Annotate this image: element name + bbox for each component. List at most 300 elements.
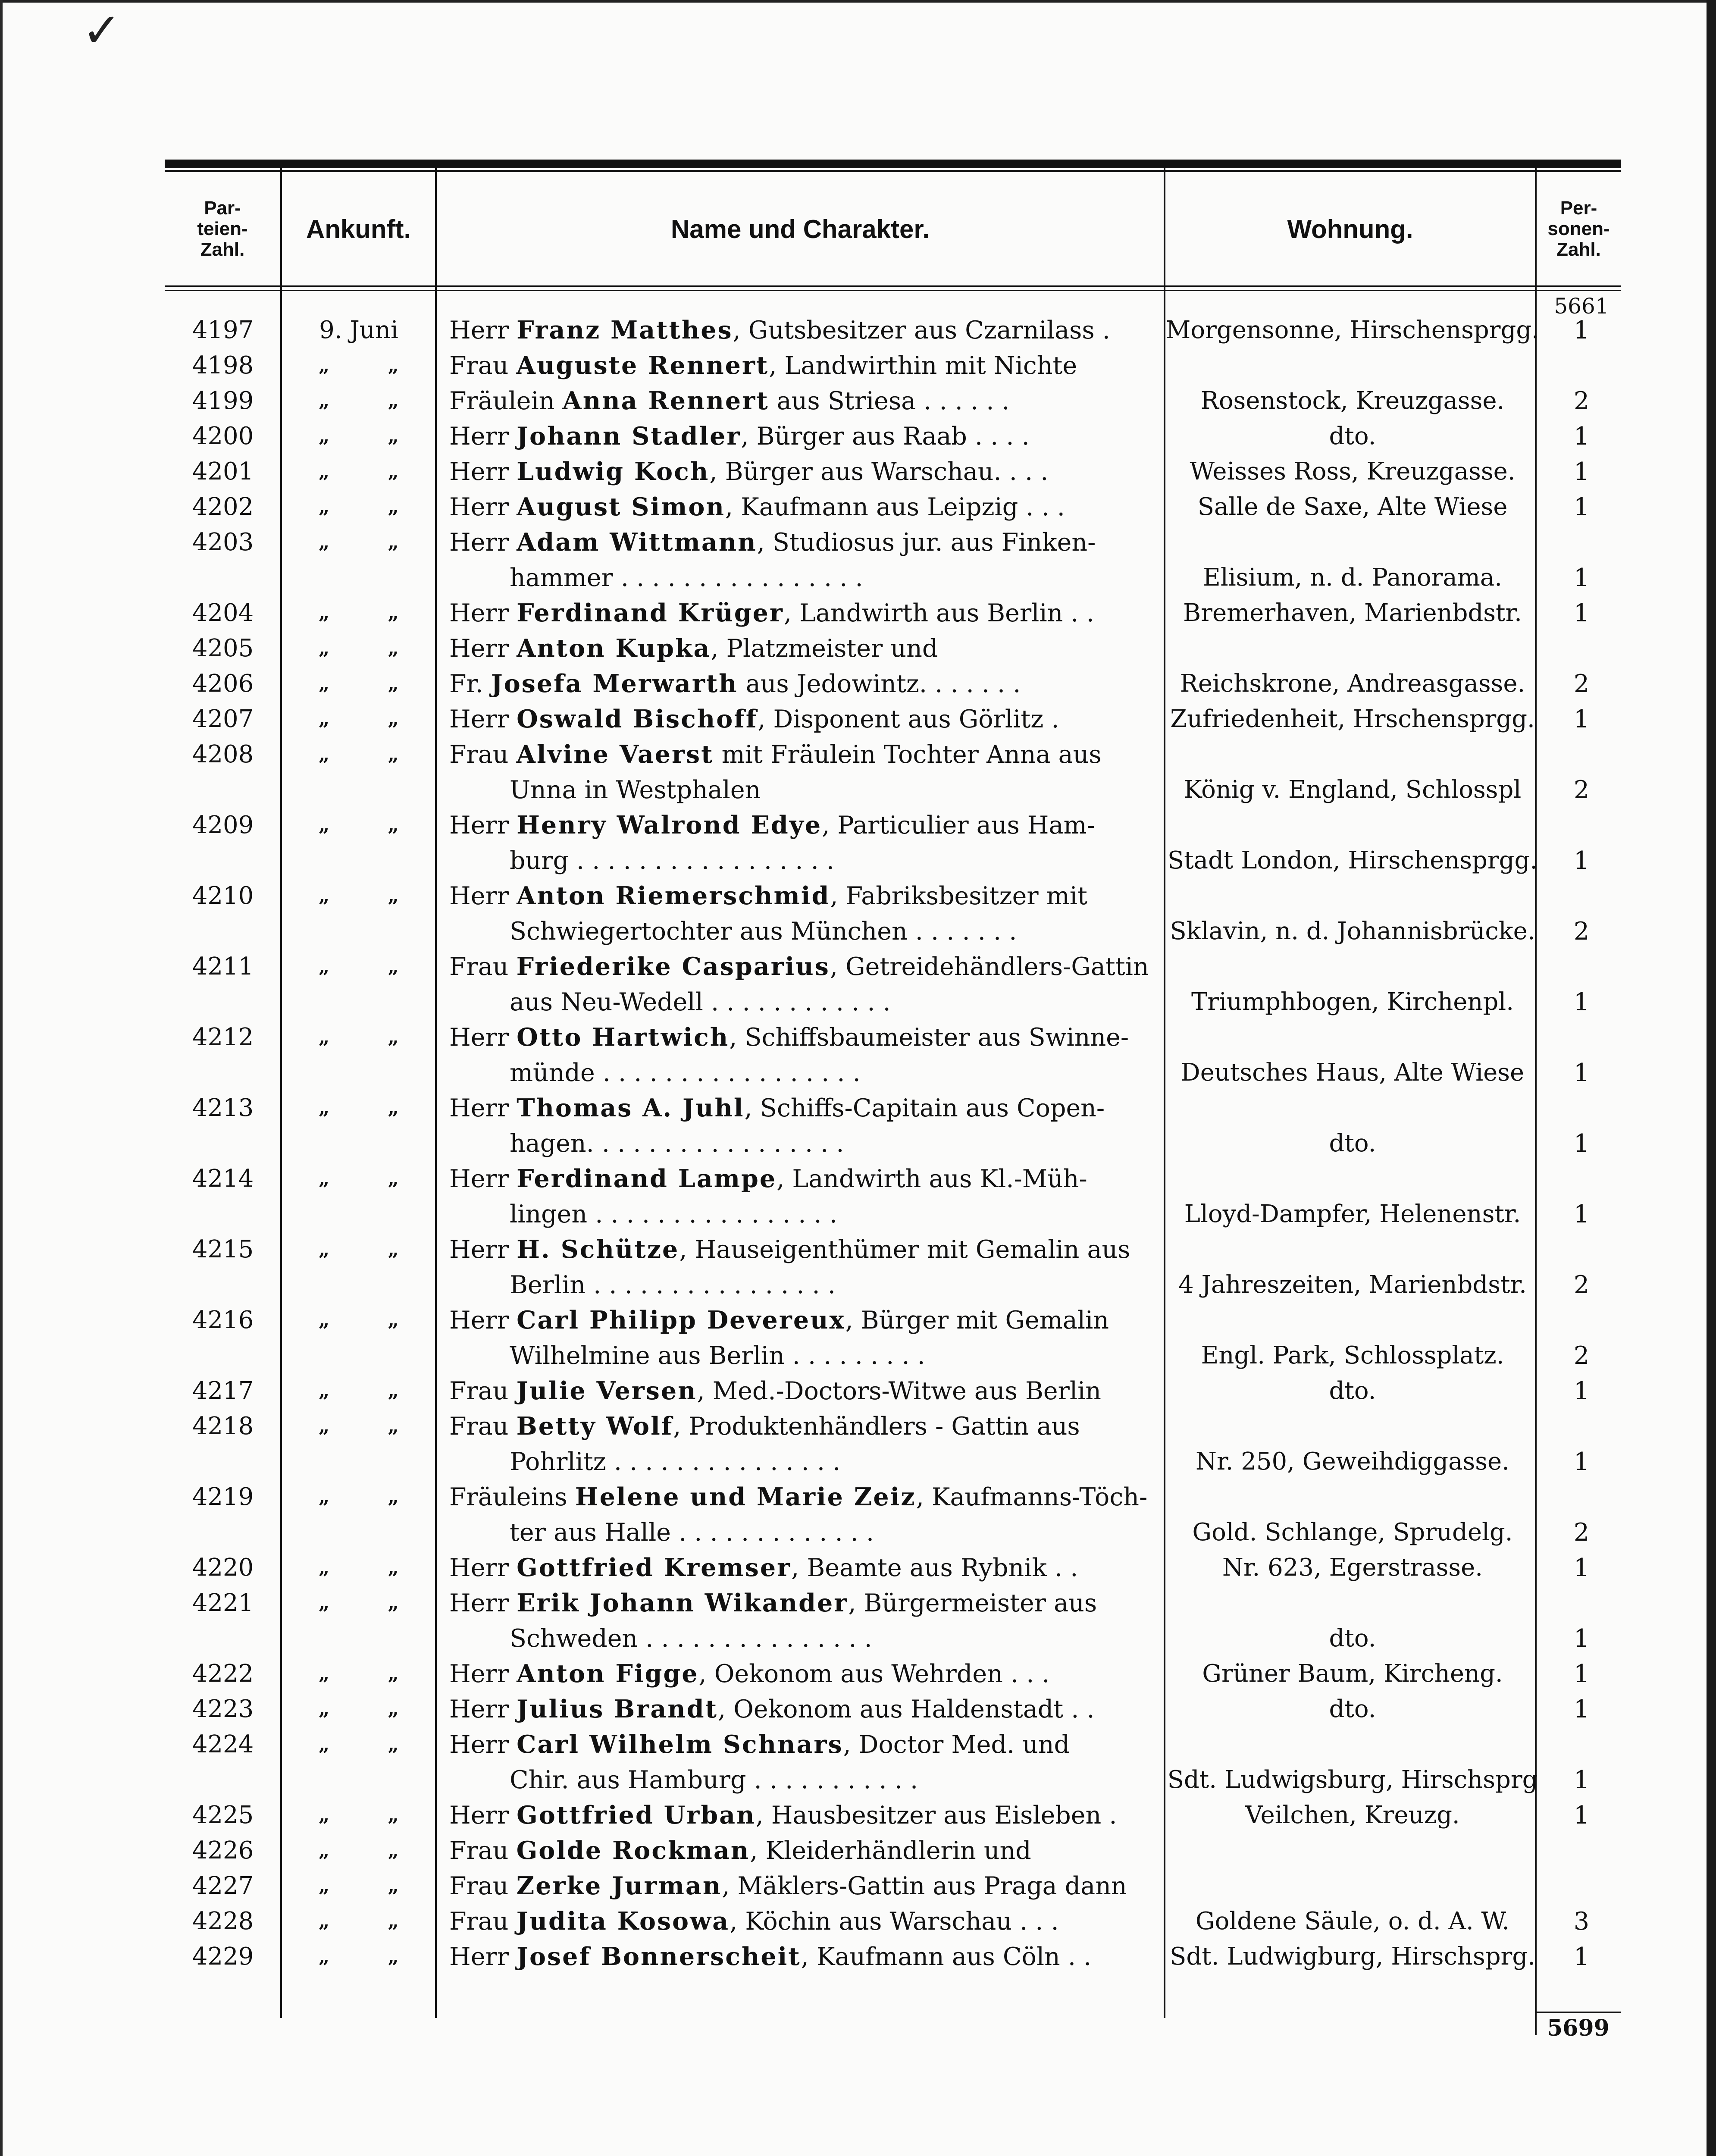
- page-edge-top: [0, 0, 1716, 3]
- party-number: 4198: [192, 351, 254, 379]
- guest-name: Friederike Casparius: [516, 952, 830, 981]
- arrival-date: „ „: [319, 390, 425, 412]
- ink-mark: ✓: [82, 3, 122, 58]
- guest-name: Anton Figge: [517, 1659, 699, 1688]
- guest-description: , Bürgermeister aus: [848, 1589, 1097, 1617]
- guest-title: Herr: [449, 882, 509, 910]
- guest-name: Helene und Marie Zeiz: [575, 1482, 916, 1511]
- lodging-address: Deutsches Haus, Alte Wiese: [1181, 1059, 1525, 1087]
- party-number: 4223: [192, 1695, 254, 1723]
- header-personen-line: Per-: [1560, 197, 1597, 219]
- table-row: [165, 1161, 1621, 1232]
- person-count: 2: [1573, 387, 1590, 415]
- party-number: 4229: [192, 1943, 254, 1971]
- arrival-date: „ „: [319, 708, 425, 730]
- guest-title: Herr: [449, 493, 509, 521]
- arrival-date: „ „: [319, 1097, 425, 1119]
- guest-name: Erik Johann Wikander: [517, 1589, 849, 1617]
- person-count: 1: [1573, 1200, 1590, 1228]
- lodging-address: König v. England, Schlosspl: [1184, 776, 1522, 804]
- guest-description: , Disponent aus Görlitz .: [758, 705, 1059, 733]
- arrival-date: „ „: [319, 1875, 425, 1897]
- table-row: [165, 1868, 1621, 1904]
- guest-name-line: [449, 737, 1307, 772]
- party-number: 4213: [192, 1094, 254, 1122]
- person-count: 1: [1573, 422, 1590, 451]
- guest-name: Otto Hartwich: [517, 1023, 730, 1052]
- party-number: 4211: [192, 953, 254, 981]
- guest-description: , Studiosus jur. aus Finken-: [757, 528, 1096, 557]
- guest-name: Golde Rockman: [516, 1836, 750, 1865]
- guest-description: , Schiffs-Capitain aus Copen-: [744, 1094, 1105, 1122]
- header-parteien-line: Par-: [204, 197, 241, 219]
- person-count: 1: [1573, 564, 1590, 592]
- guest-name-line: [449, 1586, 1307, 1621]
- guest-name-line: [449, 348, 1307, 383]
- lodging-address: Nr. 623, Egerstrasse.: [1222, 1554, 1483, 1582]
- table-top-thin-rule: [165, 170, 1621, 172]
- person-count: 2: [1573, 776, 1590, 804]
- guest-title: Frau: [449, 1836, 509, 1865]
- person-count: 1: [1573, 493, 1590, 521]
- party-number: 4204: [192, 599, 254, 627]
- guest-description: , Beamte aus Rybnik . .: [791, 1554, 1078, 1582]
- guest-title: Herr: [449, 811, 509, 840]
- person-count: 1: [1573, 1766, 1590, 1794]
- party-number: 4218: [192, 1412, 254, 1440]
- guest-description: , Bürger aus Raab . . . .: [741, 422, 1030, 451]
- table-row: [165, 1904, 1621, 1939]
- guest-name-continuation: Wilhelmine aus Berlin . . . . . . . . .: [510, 1341, 925, 1370]
- guest-description: , Landwirthin mit Nichte: [769, 351, 1077, 380]
- arrival-date: „ „: [319, 673, 425, 695]
- lodging-address: Gold. Schlange, Sprudelg.: [1192, 1518, 1513, 1546]
- arrival-date: „ „: [319, 637, 425, 659]
- guest-description: , Bürger aus Warschau. . . .: [709, 458, 1049, 486]
- arrival-date: „ „: [319, 461, 425, 483]
- arrival-date: „ „: [319, 1804, 425, 1826]
- lodging-address: Veilchen, Kreuzg.: [1245, 1801, 1460, 1829]
- person-count: 1: [1573, 1377, 1590, 1405]
- guest-title: Herr: [449, 316, 509, 345]
- table-row: [165, 1550, 1621, 1586]
- person-count: 1: [1573, 705, 1590, 733]
- header-parteien: [165, 172, 280, 285]
- guest-title: Frau: [449, 1872, 509, 1900]
- guest-description: , Oekonom aus Haldenstadt . .: [717, 1695, 1095, 1724]
- table-row: [165, 1479, 1621, 1550]
- table-row: [165, 1692, 1621, 1727]
- party-number: 4227: [192, 1872, 254, 1900]
- guest-description: , Köchin aus Warschau . . .: [730, 1907, 1059, 1936]
- carry-in-total: 5661: [1554, 294, 1609, 319]
- person-count: 1: [1573, 846, 1590, 875]
- guest-name-line: [449, 1232, 1307, 1267]
- table-row: [165, 595, 1621, 631]
- guest-name: Oswald Bischoff: [517, 705, 758, 733]
- guest-name: Gottfried Kremser: [517, 1553, 792, 1582]
- guest-name: Judita Kosowa: [516, 1907, 730, 1936]
- person-count: 1: [1573, 1059, 1590, 1087]
- table-row: [165, 666, 1621, 702]
- table-row: [165, 1939, 1621, 1974]
- guest-name: August Simon: [517, 492, 725, 521]
- lodging-address: Lloyd-Dampfer, Helenenstr.: [1184, 1200, 1521, 1228]
- table-row: [165, 454, 1621, 489]
- guest-title: Herr: [449, 1695, 509, 1724]
- arrival-date: „ „: [319, 743, 425, 765]
- person-count: 1: [1573, 599, 1590, 627]
- header-personen-line: sonen-: [1547, 218, 1610, 239]
- party-number: 4221: [192, 1589, 254, 1617]
- party-number: 4208: [192, 740, 254, 768]
- guest-description: , Bürger mit Gemalin: [845, 1306, 1109, 1335]
- guest-name-continuation: aus Neu-Wedell . . . . . . . . . . . .: [510, 988, 891, 1016]
- arrival-date: „ „: [319, 1698, 425, 1720]
- guest-name-line: [449, 1161, 1307, 1197]
- arrival-date: „ „: [319, 1592, 425, 1614]
- guest-name: Josef Bonnerscheit: [517, 1942, 801, 1971]
- guest-title: Herr: [449, 1801, 509, 1830]
- header-parteien-line: teien-: [197, 218, 248, 239]
- arrival-date: „ „: [319, 885, 425, 907]
- lodging-address: dto.: [1329, 1129, 1376, 1157]
- person-count: 2: [1573, 1271, 1590, 1299]
- arrival-date: „ „: [319, 1839, 425, 1861]
- guest-name: Carl Wilhelm Schnars: [517, 1730, 843, 1759]
- guest-description: , Gutsbesitzer aus Czarnilass .: [733, 316, 1110, 345]
- table-row: [165, 702, 1621, 737]
- header-ankunft: Ankunft.: [306, 214, 411, 244]
- guest-description: , Particulier aus Ham-: [822, 811, 1095, 840]
- guest-description: , Kaufmanns-Töch-: [916, 1483, 1148, 1511]
- table-row: [165, 1373, 1621, 1409]
- guest-name-line: [449, 631, 1307, 666]
- person-count: 1: [1573, 1448, 1590, 1476]
- guest-title: Frau: [449, 1377, 509, 1405]
- lodging-address: Sklavin, n. d. Johannisbrücke.: [1170, 917, 1535, 945]
- arrival-date: „ „: [319, 1415, 425, 1437]
- guest-name-continuation: Schwiegertochter aus München . . . . . . .: [510, 917, 1017, 946]
- guest-name-line: [449, 1409, 1307, 1444]
- party-number: 4206: [192, 670, 254, 698]
- guest-description: , Kleiderhändlerin und: [750, 1836, 1031, 1865]
- guest-name: Zerke Jurman: [516, 1871, 722, 1900]
- person-count: 1: [1573, 458, 1590, 486]
- person-count: 2: [1573, 1518, 1590, 1547]
- guest-name-continuation: Pohrlitz . . . . . . . . . . . . . . .: [510, 1448, 841, 1476]
- lodging-address: Stadt London, Hirschensprgg.: [1167, 846, 1538, 874]
- header-personen-line: Zahl.: [1556, 239, 1601, 260]
- guest-description: mit Fräulein Tochter Anna aus: [714, 740, 1102, 769]
- table-row: [165, 1656, 1621, 1692]
- guest-name-continuation: Unna in Westphalen: [510, 776, 761, 804]
- table-row: [165, 1798, 1621, 1833]
- guest-name: Auguste Rennert: [516, 351, 769, 380]
- lodging-address: Sdt. Ludwigburg, Hirschsprg.: [1170, 1943, 1535, 1971]
- guest-title: Fräulein: [449, 387, 555, 415]
- guest-name-line: [449, 1833, 1307, 1868]
- guest-title: Fr.: [449, 670, 483, 698]
- guest-description: , Med.-Doctors-Witwe aus Berlin: [697, 1377, 1102, 1405]
- guest-title: Herr: [449, 599, 509, 627]
- arrival-date: 9. Juni: [319, 316, 398, 344]
- party-number: 4225: [192, 1801, 254, 1829]
- table-row: [165, 1409, 1621, 1479]
- party-number: 4205: [192, 634, 254, 662]
- guest-title: Herr: [449, 422, 509, 451]
- party-number: 4199: [192, 387, 254, 415]
- table-row: [165, 808, 1621, 878]
- person-count: 2: [1573, 670, 1590, 698]
- lodging-address: Morgensonne, Hirschensprgg.: [1166, 316, 1539, 344]
- table-row: [165, 1586, 1621, 1656]
- lodging-address: 4 Jahreszeiten, Marienbdstr.: [1178, 1271, 1527, 1299]
- guest-title: Frau: [449, 740, 509, 769]
- guest-name: Henry Walrond Edye: [517, 811, 822, 840]
- guest-description: , Getreidehändlers-Gattin: [830, 953, 1149, 981]
- lodging-address: dto.: [1329, 1695, 1376, 1723]
- arrival-date: „ „: [319, 1733, 425, 1755]
- page-edge-right: [1707, 0, 1716, 2156]
- party-number: 4200: [192, 422, 254, 450]
- guest-title: Frau: [449, 1907, 509, 1936]
- lodging-address: Elisium, n. d. Panorama.: [1202, 564, 1502, 592]
- lodging-address: Sdt. Ludwigsburg, Hirschsprg: [1167, 1766, 1538, 1794]
- person-count: 1: [1573, 1801, 1590, 1830]
- guest-name-continuation: burg . . . . . . . . . . . . . . . . .: [510, 846, 834, 875]
- header-parteien-line: Zahl.: [200, 239, 245, 260]
- guest-description: , Kaufmann aus Leipzig . . .: [725, 493, 1065, 521]
- guest-description: , Hausbesitzer aus Eisleben .: [755, 1801, 1117, 1830]
- arrival-date: „ „: [319, 1168, 425, 1190]
- guest-name: Ferdinand Krüger: [517, 599, 784, 627]
- guest-name-line: [449, 1303, 1307, 1338]
- guest-description: aus Jedowintz. . . . . . .: [738, 670, 1021, 698]
- party-number: 4207: [192, 705, 254, 733]
- table-row: [165, 419, 1621, 454]
- guest-name-continuation: Chir. aus Hamburg . . . . . . . . . . .: [510, 1766, 918, 1794]
- party-number: 4222: [192, 1660, 254, 1688]
- guest-title: Herr: [449, 1165, 509, 1193]
- guest-title: Herr: [449, 1589, 509, 1617]
- table-row: [165, 631, 1621, 666]
- party-number: 4224: [192, 1730, 254, 1758]
- guest-name: Anton Riemerschmid: [517, 881, 830, 910]
- table-row: [165, 1091, 1621, 1161]
- guest-description: , Fabriksbesitzer mit: [830, 882, 1087, 910]
- party-number: 4226: [192, 1836, 254, 1865]
- guest-name-continuation: lingen . . . . . . . . . . . . . . . .: [510, 1200, 837, 1228]
- guest-name-line: [449, 1091, 1307, 1126]
- party-number: 4215: [192, 1235, 254, 1263]
- guest-name-continuation: Berlin . . . . . . . . . . . . . . . .: [510, 1271, 836, 1299]
- table-row: [165, 1833, 1621, 1868]
- guest-title: Herr: [449, 528, 509, 557]
- person-count: 3: [1573, 1907, 1590, 1936]
- guest-title: Frau: [449, 351, 509, 380]
- header-personen: [1537, 172, 1621, 285]
- guest-description: , Schiffsbaumeister aus Swinne-: [729, 1023, 1129, 1052]
- guest-title: Herr: [449, 1094, 509, 1122]
- party-number: 4214: [192, 1165, 254, 1193]
- lodging-address: Rosenstock, Kreuzgasse.: [1200, 387, 1505, 415]
- person-count: 1: [1573, 1695, 1590, 1724]
- lodging-address: Goldene Säule, o. d. A. W.: [1195, 1907, 1510, 1935]
- lodging-address: dto.: [1329, 1377, 1376, 1405]
- guest-name: Gottfried Urban: [517, 1801, 756, 1830]
- table-row: [165, 1303, 1621, 1373]
- arrival-date: „ „: [319, 531, 425, 553]
- guest-description: , Hauseigenthümer mit Gemalin aus: [679, 1235, 1130, 1264]
- guest-title: Herr: [449, 458, 509, 486]
- guest-description: , Kaufmann aus Cöln . .: [801, 1943, 1092, 1971]
- party-number: 4219: [192, 1483, 254, 1511]
- guest-name: Julius Brandt: [517, 1695, 718, 1724]
- party-number: 4203: [192, 528, 254, 556]
- guest-description: , Landwirth aus Berlin . .: [783, 599, 1094, 627]
- arrival-date: „ „: [319, 1309, 425, 1331]
- guest-description: , Platzmeister und: [711, 634, 938, 663]
- person-count: 2: [1573, 1341, 1590, 1370]
- lodging-address: Zufriedenheit, Hrschensprgg.: [1170, 705, 1535, 733]
- person-count: 1: [1573, 1129, 1590, 1158]
- header-bottom-rule-2: [165, 290, 1621, 291]
- guest-name: Ludwig Koch: [517, 457, 710, 486]
- guest-name: Anna Rennert: [562, 386, 769, 415]
- page-edge-left: [0, 0, 3, 2156]
- guest-name: Thomas A. Juhl: [517, 1094, 745, 1122]
- guest-title: Herr: [449, 1943, 509, 1971]
- table-row: [165, 949, 1621, 1020]
- guest-name-line: [449, 1479, 1307, 1515]
- guest-name-line: [449, 1868, 1307, 1904]
- lodging-address: Nr. 250, Geweihdiggasse.: [1196, 1448, 1509, 1476]
- guest-title: Herr: [449, 634, 509, 663]
- lodging-address: dto.: [1329, 422, 1376, 450]
- guest-name: Carl Philipp Devereux: [517, 1306, 845, 1335]
- guest-name: Anton Kupka: [517, 634, 711, 663]
- arrival-date: „ „: [319, 354, 425, 376]
- guest-title: Herr: [449, 1554, 509, 1582]
- lodging-address: Weisses Ross, Kreuzgasse.: [1190, 458, 1516, 486]
- person-count: 1: [1573, 1554, 1590, 1582]
- guest-name-line: [449, 1727, 1307, 1762]
- party-number: 4197: [192, 316, 254, 344]
- person-count: 2: [1573, 917, 1590, 946]
- table-row: [165, 525, 1621, 595]
- arrival-date: „ „: [319, 1026, 425, 1048]
- guest-description: , Produktenhändlers - Gattin aus: [673, 1412, 1080, 1441]
- guest-title: Herr: [449, 705, 509, 733]
- arrival-date: „ „: [319, 1238, 425, 1260]
- table-row: [165, 313, 1621, 348]
- person-count: 1: [1573, 1943, 1590, 1971]
- table-row: [165, 1727, 1621, 1798]
- lodging-address: dto.: [1329, 1624, 1376, 1652]
- guest-name-line: [449, 808, 1307, 843]
- guest-name: Josefa Merwarth: [491, 669, 738, 698]
- guest-name-continuation: ter aus Halle . . . . . . . . . . . . .: [510, 1518, 874, 1547]
- arrival-date: „ „: [319, 1557, 425, 1579]
- lodging-address: Engl. Park, Schlossplatz.: [1201, 1341, 1504, 1369]
- guest-name-continuation: hammer . . . . . . . . . . . . . . . .: [510, 564, 863, 592]
- guest-name-continuation: Schweden . . . . . . . . . . . . . . .: [510, 1624, 872, 1653]
- lodging-address: Grüner Baum, Kircheng.: [1202, 1660, 1503, 1688]
- guest-name: Alvine Vaerst: [516, 740, 714, 769]
- guest-name: Betty Wolf: [516, 1412, 673, 1441]
- person-count: 1: [1573, 316, 1590, 345]
- party-number: 4212: [192, 1023, 254, 1051]
- guest-name-line: [449, 1020, 1307, 1055]
- guest-description: , Mäklers-Gattin aus Praga dann: [722, 1872, 1127, 1900]
- arrival-date: „ „: [319, 1486, 425, 1508]
- guest-description: , Landwirth aus Kl.-Müh-: [777, 1165, 1087, 1193]
- arrival-date: „ „: [319, 602, 425, 624]
- guest-name: Julie Versen: [516, 1376, 697, 1405]
- guest-title: Herr: [449, 1306, 509, 1335]
- arrival-date: „ „: [319, 1663, 425, 1685]
- lodging-address: Salle de Saxe, Alte Wiese: [1197, 493, 1508, 521]
- table-row: [165, 383, 1621, 419]
- guest-name-continuation: münde . . . . . . . . . . . . . . . . .: [510, 1059, 861, 1087]
- lodging-address: Bremerhaven, Marienbdstr.: [1183, 599, 1522, 627]
- party-number: 4217: [192, 1377, 254, 1405]
- header-bottom-rule: [165, 285, 1621, 287]
- guest-description: , Oekonom aus Wehrden . . .: [698, 1660, 1050, 1688]
- table-row: [165, 348, 1621, 383]
- guest-name-continuation: hagen. . . . . . . . . . . . . . . . .: [510, 1129, 844, 1158]
- arrival-date: „ „: [319, 956, 425, 978]
- party-number: 4228: [192, 1907, 254, 1935]
- guest-name-line: [449, 949, 1307, 984]
- party-number: 4220: [192, 1554, 254, 1582]
- guest-name: Franz Matthes: [517, 316, 733, 345]
- arrival-date: „ „: [319, 1946, 425, 1968]
- guest-title: Frau: [449, 1412, 509, 1441]
- arrival-date: „ „: [319, 1910, 425, 1932]
- party-number: 4201: [192, 458, 254, 486]
- guest-name: Johann Stadler: [517, 422, 741, 451]
- person-count: 1: [1573, 1660, 1590, 1688]
- guest-title: Herr: [449, 1660, 509, 1688]
- table-row: [165, 489, 1621, 525]
- guest-name-line: [449, 878, 1307, 914]
- lodging-address: Reichskrone, Andreasgasse.: [1180, 670, 1525, 698]
- table-row: [165, 878, 1621, 949]
- party-number: 4209: [192, 811, 254, 839]
- guest-title: Fräuleins: [449, 1483, 567, 1511]
- table-row: [165, 1020, 1621, 1091]
- table-row: [165, 737, 1621, 808]
- table-top-rule: [165, 160, 1621, 168]
- lodging-address: Triumphbogen, Kirchenpl.: [1191, 988, 1514, 1016]
- arrival-date: „ „: [319, 1380, 425, 1402]
- person-count: 1: [1573, 988, 1590, 1016]
- guest-title: Herr: [449, 1023, 509, 1052]
- header-wohnung: Wohnung.: [1287, 214, 1413, 244]
- guest-title: Herr: [449, 1235, 509, 1264]
- guest-title: Herr: [449, 1730, 509, 1759]
- table-row: [165, 1232, 1621, 1303]
- guest-name: Ferdinand Lampe: [517, 1164, 777, 1193]
- guest-title: Frau: [449, 953, 509, 981]
- header-name: Name und Charakter.: [670, 214, 930, 244]
- page-total: 5699: [1536, 2012, 1621, 2043]
- guest-name: H. Schütze: [517, 1235, 680, 1264]
- person-count: 1: [1573, 1624, 1590, 1653]
- guest-register-table: [165, 160, 1621, 2041]
